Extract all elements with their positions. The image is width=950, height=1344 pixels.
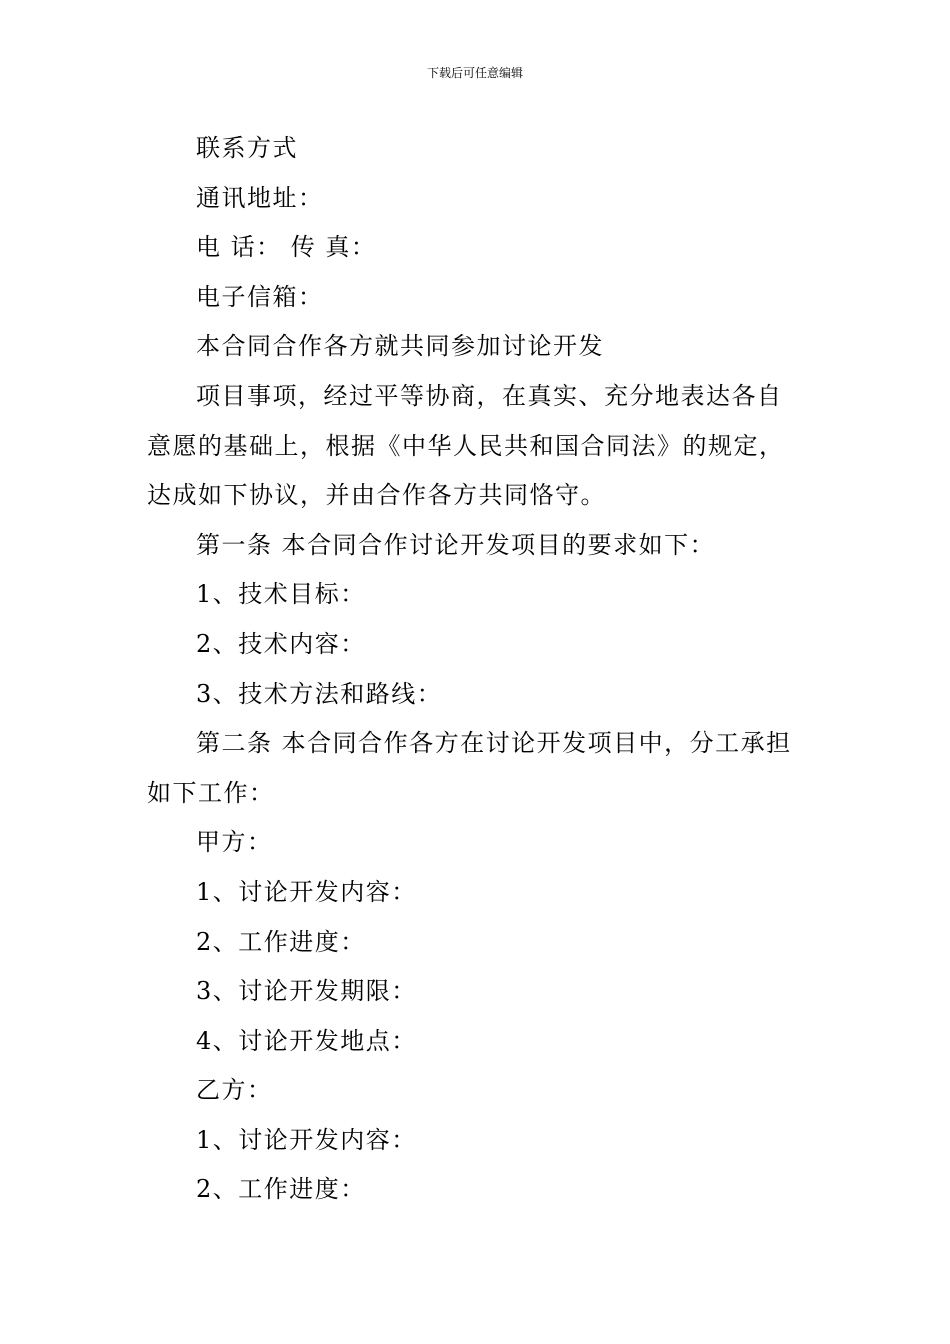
email-line: 电子信箱： [196, 282, 324, 311]
phone-fax-line: 电 话： 传 真： [196, 233, 377, 262]
party-a-label: 甲方： [196, 828, 273, 857]
party-a-item-1: 1、讨论开发内容： [196, 877, 417, 906]
party-b-item-2: 2、工作进度： [196, 1175, 366, 1204]
preamble-line-2: 项目事项，经过平等协商，在真实、充分地表达各自 [196, 381, 783, 410]
contract-body [147, 124, 812, 1215]
mailing-address-line: 通讯地址： [196, 183, 324, 212]
article-1-item-1: 1、技术目标： [196, 580, 366, 609]
party-b-item-1: 1、讨论开发内容： [196, 1125, 417, 1154]
party-a-item-4: 4、讨论开发地点： [196, 1026, 417, 1055]
party-a-item-2: 2、工作进度： [196, 927, 366, 956]
article-1-item-2: 2、技术内容： [196, 629, 366, 658]
article-2-heading-line-1: 第二条 本合同合作各方在讨论开发项目中，分工承担 [196, 729, 792, 758]
preamble-line-3: 意愿的基础上，根据《中华人民共和国合同法》的规定， [147, 431, 785, 460]
article-2-heading-line-2: 如下工作： [147, 778, 275, 807]
party-b-label: 乙方： [196, 1076, 273, 1105]
article-1-item-3: 3、技术方法和路线： [196, 679, 443, 708]
contact-heading: 联系方式 [196, 134, 298, 162]
article-1-heading: 第一条 本合同合作讨论开发项目的要求如下： [196, 530, 716, 559]
party-a-item-3: 3、讨论开发期限： [196, 977, 417, 1006]
preamble-line-4: 达成如下协议，并由合作各方共同恪守。 [147, 481, 606, 510]
preamble-line-1: 本合同合作各方就共同参加讨论开发 [196, 332, 604, 361]
page-header-note: 下载后可任意编辑 [426, 66, 523, 80]
